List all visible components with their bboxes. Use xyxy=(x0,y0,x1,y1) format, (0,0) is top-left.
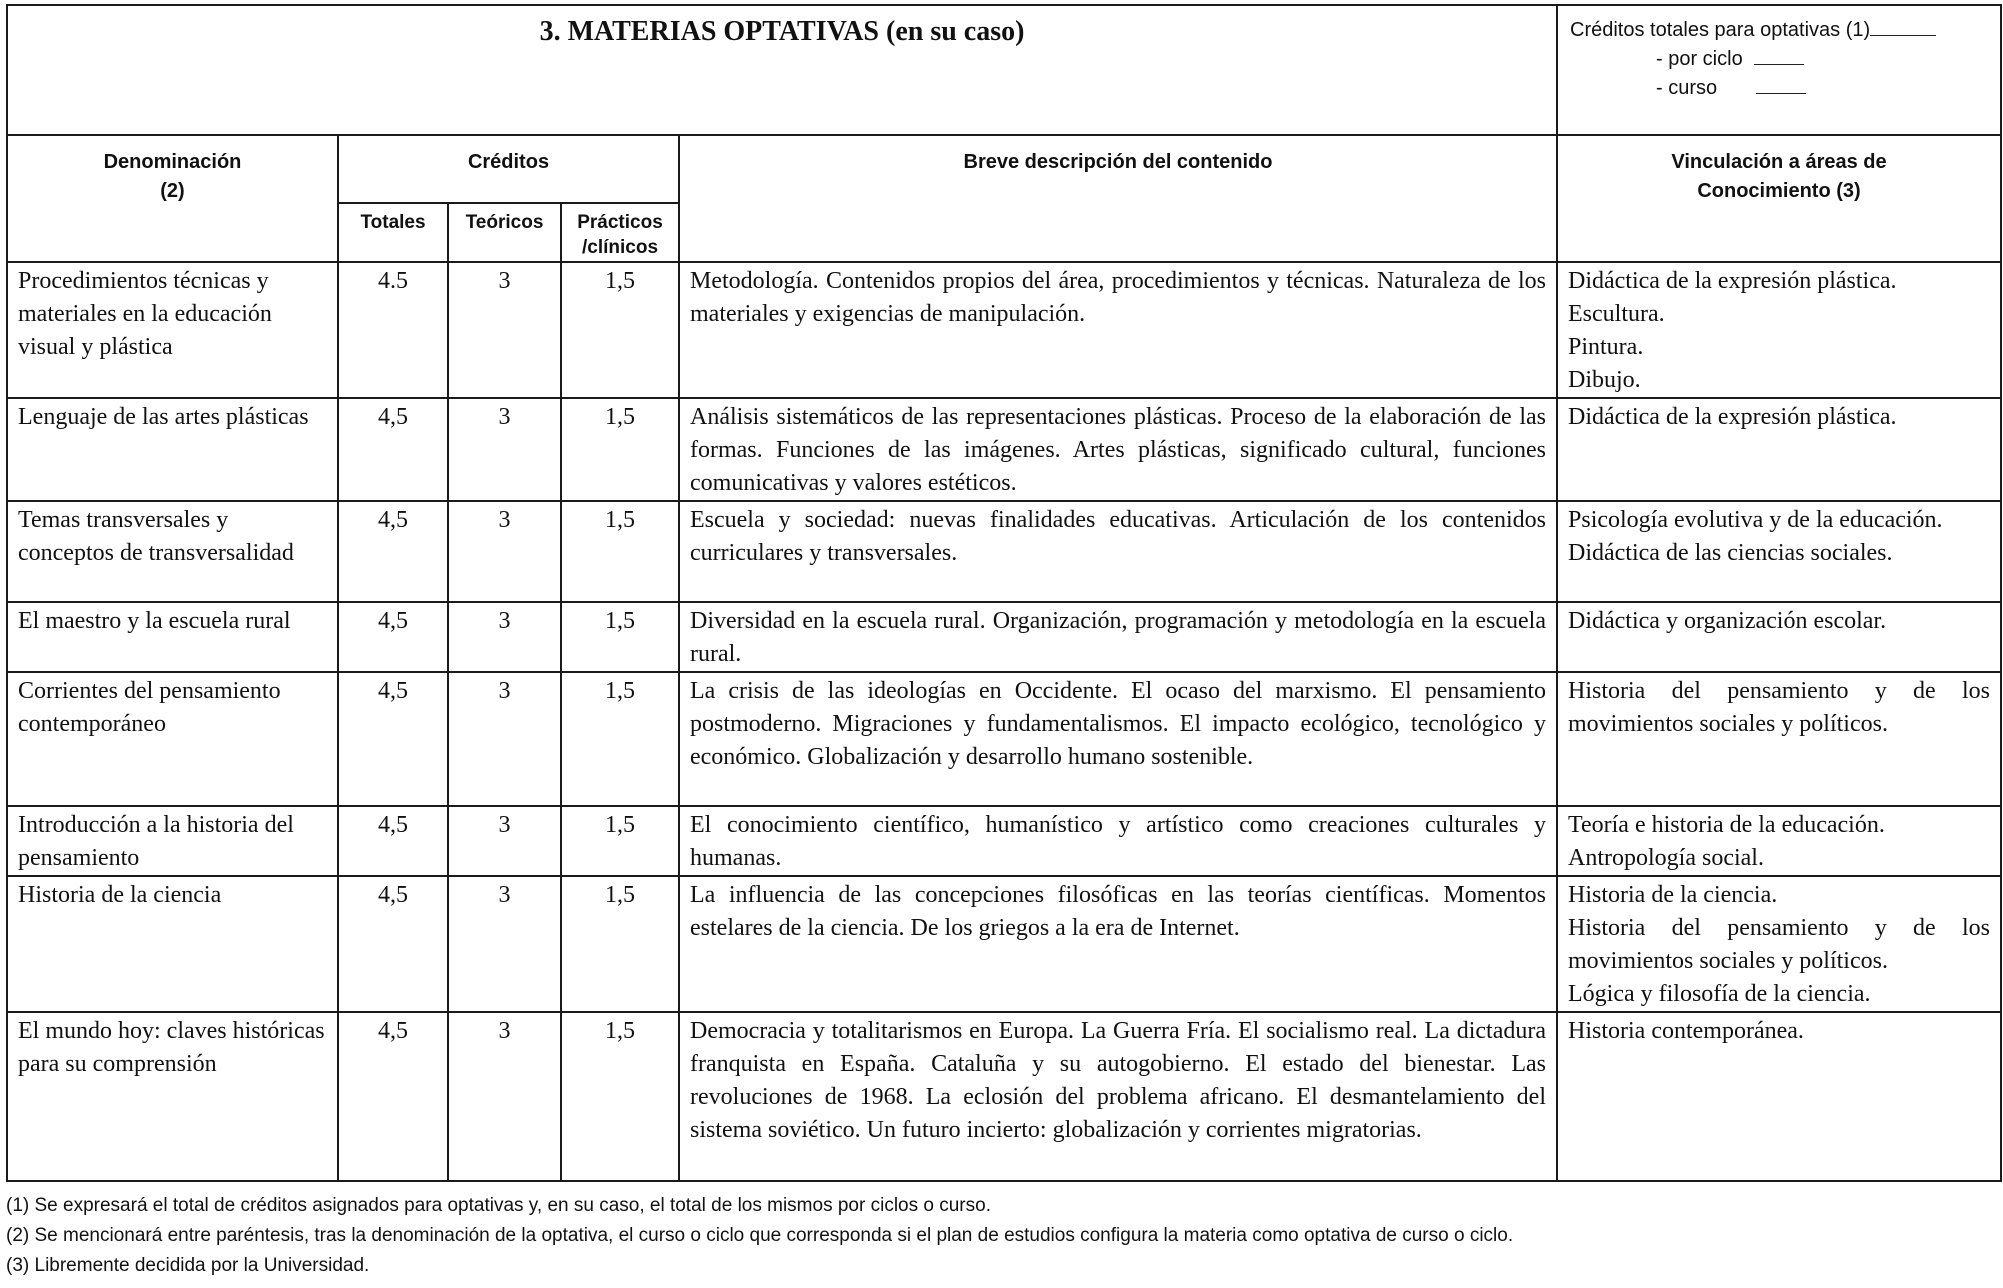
row-areas xyxy=(1557,262,2001,398)
row-teoricos: 3 xyxy=(448,672,561,806)
optativas-table xyxy=(6,4,2002,1182)
area-item: Teoría e historia de la educación. xyxy=(1568,812,1885,838)
row-description: Metodología. Contenidos propios del área, procedimientos y técnicas. Naturaleza de los materiales y exigencias de manipulación. xyxy=(679,262,1557,398)
row-teoricos: 3 xyxy=(448,1012,561,1181)
row-totales: 4,5 xyxy=(338,672,448,806)
row-totales: 4,5 xyxy=(338,876,448,1012)
area-item: Escultura. xyxy=(1568,301,1665,327)
row-name: Corrientes del pensamiento contemporáneo xyxy=(7,672,338,806)
row-totales: 4,5 xyxy=(338,398,448,501)
row-totales: 4,5 xyxy=(338,806,448,876)
row-totales: 4,5 xyxy=(338,501,448,602)
row-teoricos: 3 xyxy=(448,876,561,1012)
area-item: Historia del pensamiento y de los movimientos sociales y políticos. xyxy=(1568,915,1990,974)
credits-total-box xyxy=(1557,5,2001,135)
section-title: 3. MATERIAS OPTATIVAS (en su caso) xyxy=(539,16,1025,47)
row-description: Escuela y sociedad: nuevas finalidades educativas. Articulación de los contenidos curriculares y transversales. xyxy=(679,501,1557,602)
row-teoricos: 3 xyxy=(448,602,561,672)
optativas-sheet xyxy=(6,4,2000,1182)
area-item: Historia del pensamiento y de los movimientos sociales y políticos. xyxy=(1568,678,1990,737)
row-teoricos: 3 xyxy=(448,806,561,876)
row-practicos: 1,5 xyxy=(561,672,679,806)
header-totales xyxy=(338,203,448,262)
row-totales: 4,5 xyxy=(338,1012,448,1181)
area-item: Didáctica de la expresión plástica. xyxy=(1568,404,1897,430)
table-row xyxy=(7,806,2001,876)
row-name: El maestro y la escuela rural xyxy=(7,602,338,672)
credits-total-blank xyxy=(1870,17,1936,36)
credits-total-label: Créditos totales para optativas (1) xyxy=(1570,19,1871,41)
footnote-1: (1) Se expresará el total de créditos asignados para optativas y, en su caso, el total de los mismos por ciclos o curso. xyxy=(6,1195,991,1216)
table-row xyxy=(7,501,2001,602)
area-item: Historia de la ciencia. xyxy=(1568,882,1778,908)
footnote-2: (2) Se mencionará entre paréntesis, tras la denominación de la optativa, el curso o ciclo que corresponda si el plan de estudios configura la materia como optativa de curso o ciclo. xyxy=(6,1225,1514,1246)
row-teoricos: 3 xyxy=(448,262,561,398)
table-row xyxy=(7,398,2001,501)
area-item: Lógica y filosofía de la ciencia. xyxy=(1568,981,1871,1007)
header-totales-label: Totales xyxy=(360,212,426,233)
area-item: Didáctica y organización escolar. xyxy=(1568,608,1887,634)
header-creditos-label: Créditos xyxy=(467,151,550,173)
row-practicos: 1,5 xyxy=(561,262,679,398)
credits-por-ciclo-label: - por ciclo xyxy=(1656,48,1743,70)
row-description: Diversidad en la escuela rural. Organización, programación y metodología en la escuela rural. xyxy=(679,602,1557,672)
row-areas xyxy=(1557,398,2001,501)
row-areas xyxy=(1557,806,2001,876)
area-item: Didáctica de las ciencias sociales. xyxy=(1568,540,1893,566)
row-name: Introducción a la historia del pensamiento xyxy=(7,806,338,876)
title-cell xyxy=(7,5,1557,135)
table-row xyxy=(7,1012,2001,1181)
area-item: Historia contemporánea. xyxy=(1568,1018,1804,1044)
row-areas xyxy=(1557,501,2001,602)
row-practicos: 1,5 xyxy=(561,806,679,876)
header-conocimiento-label: Conocimiento (3) xyxy=(1697,180,1861,202)
row-areas xyxy=(1557,672,2001,806)
header-practicos xyxy=(561,203,679,262)
area-item: Didáctica de la expresión plástica. xyxy=(1568,268,1897,294)
row-description: La influencia de las concepciones filosóficas en las teorías científicas. Momentos estelares de la ciencia. De los griegos a la era de Internet. xyxy=(679,876,1557,1012)
footnote-3: (3) Libremente decidida por la Universidad. xyxy=(6,1255,370,1276)
credits-curso-label: - curso xyxy=(1656,77,1718,99)
row-practicos: 1,5 xyxy=(561,398,679,501)
header-practicos-label: Prácticos xyxy=(577,212,663,233)
area-item: Psicología evolutiva y de la educación. xyxy=(1568,507,1943,533)
row-description: La crisis de las ideologías en Occidente. El ocaso del marxismo. El pensamiento postmoderno. Migraciones y fundamentalismos. El impacto ecológico, tecnológico y económico. Globalización y desarrollo humano sostenible. xyxy=(679,672,1557,806)
header-descripcion-label: Breve descripción del contenido xyxy=(963,151,1273,173)
row-areas xyxy=(1557,602,2001,672)
table-row xyxy=(7,672,2001,806)
row-practicos: 1,5 xyxy=(561,1012,679,1181)
row-totales: 4.5 xyxy=(338,262,448,398)
credits-curso-blank xyxy=(1756,75,1806,94)
header-denominacion xyxy=(7,135,338,262)
header-denominacion-note: (2) xyxy=(160,180,185,202)
header-descripcion xyxy=(679,135,1557,262)
row-name: Temas transversales y conceptos de transversalidad xyxy=(7,501,338,602)
row-teoricos: 3 xyxy=(448,398,561,501)
row-practicos: 1,5 xyxy=(561,876,679,1012)
header-teoricos-label: Teóricos xyxy=(465,212,544,233)
header-denominacion-label: Denominación xyxy=(103,151,242,173)
header-creditos xyxy=(338,135,679,203)
table-row xyxy=(7,262,2001,398)
row-name: Procedimientos técnicas y materiales en la educación visual y plástica xyxy=(7,262,338,398)
row-description: Análisis sistemáticos de las representaciones plásticas. Proceso de la elaboración de las formas. Funciones de las imágenes. Artes plásticas, significado cultural, funciones comunicativas y valores estéticos. xyxy=(679,398,1557,501)
row-name: El mundo hoy: claves históricas para su comprensión xyxy=(7,1012,338,1181)
table-row xyxy=(7,876,2001,1012)
row-practicos: 1,5 xyxy=(561,602,679,672)
row-areas xyxy=(1557,1012,2001,1181)
row-teoricos: 3 xyxy=(448,501,561,602)
table-row xyxy=(7,602,2001,672)
row-areas xyxy=(1557,876,2001,1012)
row-description: Democracia y totalitarismos en Europa. La Guerra Fría. El socialismo real. La dictadura franquista en España. Cataluña y su autogobierno. El estado del bienestar. Las revoluciones de 1968. La eclosión del problema africano. El desmantelamiento del sistema soviético. Un futuro incierto: globalización y corrientes migratorias. xyxy=(679,1012,1557,1181)
area-item: Dibujo. xyxy=(1568,367,1641,393)
row-name: Historia de la ciencia xyxy=(7,876,338,1012)
row-totales: 4,5 xyxy=(338,602,448,672)
credits-por-ciclo-blank xyxy=(1754,46,1804,65)
row-practicos: 1,5 xyxy=(561,501,679,602)
header-teoricos xyxy=(448,203,561,262)
header-clinicos-label: /clínicos xyxy=(581,237,659,258)
header-vinculacion xyxy=(1557,135,2001,262)
row-name: Lenguaje de las artes plásticas xyxy=(7,398,338,501)
area-item: Pintura. xyxy=(1568,334,1644,360)
row-description: El conocimiento científico, humanístico y artístico como creaciones culturales y humanas. xyxy=(679,806,1557,876)
area-item: Antropología social. xyxy=(1568,845,1764,871)
header-vinculacion-label: Vinculación a áreas de xyxy=(1671,151,1887,173)
